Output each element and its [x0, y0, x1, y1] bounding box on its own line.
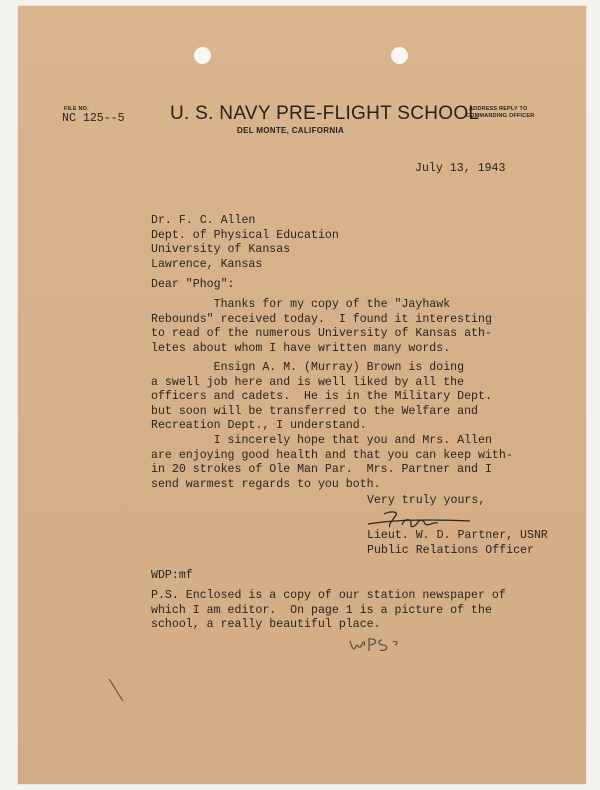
body-line: but soon will be transferred to the Welfare and [151, 404, 478, 418]
address-reply-line-2: COMMANDING OFFICER [466, 113, 535, 119]
file-no-label: FILE NO. [64, 106, 89, 112]
body-line: officers and cadets. He is in the Military Dept. [151, 390, 492, 404]
body-line: a swell job here and is well liked by all the [151, 375, 465, 389]
recipient-line: Lawrence, Kansas [151, 257, 263, 271]
body-line: Ensign A. M. (Murray) Brown is doing [151, 361, 465, 374]
file-no: NC 125--5 [62, 112, 125, 125]
salutation: Dear "Phog": [151, 278, 235, 291]
recipient-line: University of Kansas [151, 243, 291, 257]
body-line: Recreation Dept., I understand. [151, 419, 367, 433]
recipient-line: Dept. of Physical Education [151, 228, 339, 242]
letter-date: July 13, 1943 [415, 162, 506, 175]
postscript-line: P.S. Enclosed is a copy of our station newspaper of [151, 589, 506, 602]
signer-name: Lieut. W. D. Partner, USNR [367, 529, 548, 542]
typist-initials: WDP:mf [151, 569, 193, 582]
body-line: Thanks for my copy of the "Jayhawk [151, 298, 451, 311]
binder-hole-right [391, 47, 408, 64]
body-line: I sincerely hope that you and Mrs. Allen [151, 434, 492, 447]
body-line: are enjoying good health and that you can keep with- [151, 448, 513, 462]
school-location: DEL MONTE, CALIFORNIA [237, 126, 345, 135]
body-line: send warmest regards to you both. [151, 477, 381, 491]
address-reply-line-1: ADDRESS REPLY TO [469, 106, 528, 112]
binder-hole-left [194, 47, 211, 64]
recipient-line: Dr. F. C. Allen [151, 214, 256, 227]
body-line: Rebounds" received today. I found it interesting [151, 312, 492, 326]
body-line: in 20 strokes of Ole Man Par. Mrs. Partner and I [151, 463, 492, 477]
postscript-line: which I am editor. On page 1 is a picture of the [151, 603, 492, 617]
body-line: letes about whom I have written many words. [151, 341, 451, 355]
handwritten-initials [347, 632, 409, 656]
postscript-line: school, a really beautiful place. [151, 618, 381, 632]
closing: Very truly yours, [367, 494, 486, 507]
pencil-mark [106, 676, 126, 704]
body-line: to read of the numerous University of Kansas ath- [151, 327, 492, 341]
school-name: U. S. NAVY PRE-FLIGHT SCHOOL [170, 103, 480, 124]
signer-title: Public Relations Officer [367, 543, 534, 557]
